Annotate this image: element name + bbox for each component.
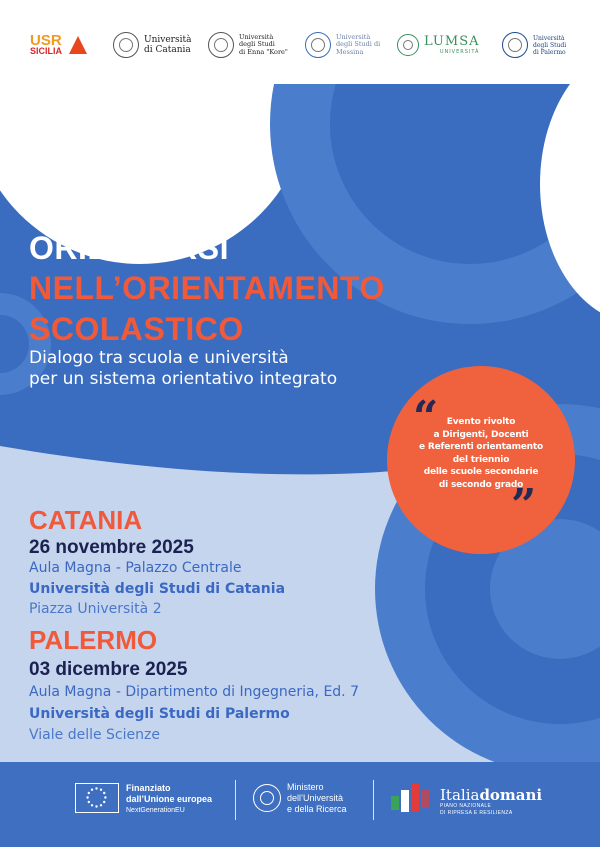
unime-logo	[305, 28, 380, 62]
event-institution-palermo: Università degli Studi di Palermo	[29, 706, 290, 722]
unipa-name: Università degli Studi di Palermo	[533, 34, 567, 56]
title-line-3: SCOLASTICO	[29, 311, 244, 347]
lumsa-logo	[397, 28, 479, 62]
italia-domani-mark-icon	[389, 780, 433, 818]
partner-logo-bar	[0, 0, 600, 84]
unipa-seal-icon	[502, 32, 528, 58]
eu-funding-text	[126, 783, 212, 816]
usr-mark: USR	[30, 32, 62, 49]
usr-sub: SICILIA	[30, 46, 63, 56]
lumsa-sub: UNIVERSITÀ	[439, 49, 480, 55]
event-city-catania: CATANIA	[29, 505, 143, 535]
footer-divider-2	[373, 780, 374, 820]
lumsa-name: LUMSA	[424, 34, 480, 49]
open-quote-icon: “	[413, 392, 439, 443]
event-city-palermo: PALERMO	[29, 625, 158, 655]
event-institution-catania: Università degli Studi di Catania	[29, 581, 286, 597]
title-line-2: NELL’ORIENTAMENTO	[29, 270, 385, 306]
close-quote-icon: ”	[511, 480, 537, 531]
italia-domani-tagline: PIANO NAZIONALE DI RIPRESA E RESILIENZA	[440, 803, 513, 816]
event-address-catania: Piazza Università 2	[29, 601, 162, 617]
event-date-palermo: 03 dicembre 2025	[29, 659, 188, 680]
eu-line-1: Finanziato	[126, 783, 171, 793]
unime-name: Università degli Studi di Messina	[336, 32, 381, 56]
flame-icon	[69, 36, 87, 54]
usr-sicilia-logo	[30, 28, 87, 62]
subtitle-line-1: Dialogo tra scuola e università	[29, 348, 289, 368]
kore-logo	[208, 28, 288, 62]
eu-line-2: dall’Unione europea	[126, 794, 213, 804]
eu-flag-icon	[75, 783, 119, 813]
subtitle-line-2: per un sistema orientativo integrato	[29, 369, 338, 389]
event-date-catania: 26 novembre 2025	[29, 537, 194, 558]
unipa-logo	[502, 28, 566, 62]
eu-line-3: NextGenerationEU	[126, 807, 185, 814]
event-venue-palermo: Aula Magna - Dipartimento di Ingegneria, Ed. 7	[29, 684, 359, 700]
unict-name: Università di Catania	[144, 35, 192, 55]
event-venue-catania: Aula Magna - Palazzo Centrale	[29, 560, 242, 576]
unict-seal-icon	[113, 32, 139, 58]
kore-seal-icon	[208, 32, 234, 58]
unime-seal-icon	[305, 32, 331, 58]
footer-divider-1	[235, 780, 236, 820]
mur-seal-icon	[253, 784, 281, 812]
subtitle	[29, 348, 337, 390]
italia-domani-logo	[440, 787, 542, 817]
ministry-name: Ministero dell’Università e della Ricerca	[287, 782, 347, 814]
unict-logo	[113, 28, 191, 62]
italia-domani-brand: Italiadomani	[440, 786, 543, 804]
lumsa-seal-icon	[397, 34, 419, 56]
title-line-1: ORIENTARSI	[29, 230, 229, 266]
audience-badge	[387, 366, 575, 554]
kore-name: Università degli Studi di Enna "Kore"	[239, 32, 288, 56]
funding-footer	[0, 762, 600, 847]
audience-text: Evento rivolto a Dirigenti, Docenti e Referenti orientamento del triennio delle scuole secondarie di secondo grado	[419, 417, 543, 490]
event-address-palermo: Viale delle Scienze	[29, 727, 160, 743]
